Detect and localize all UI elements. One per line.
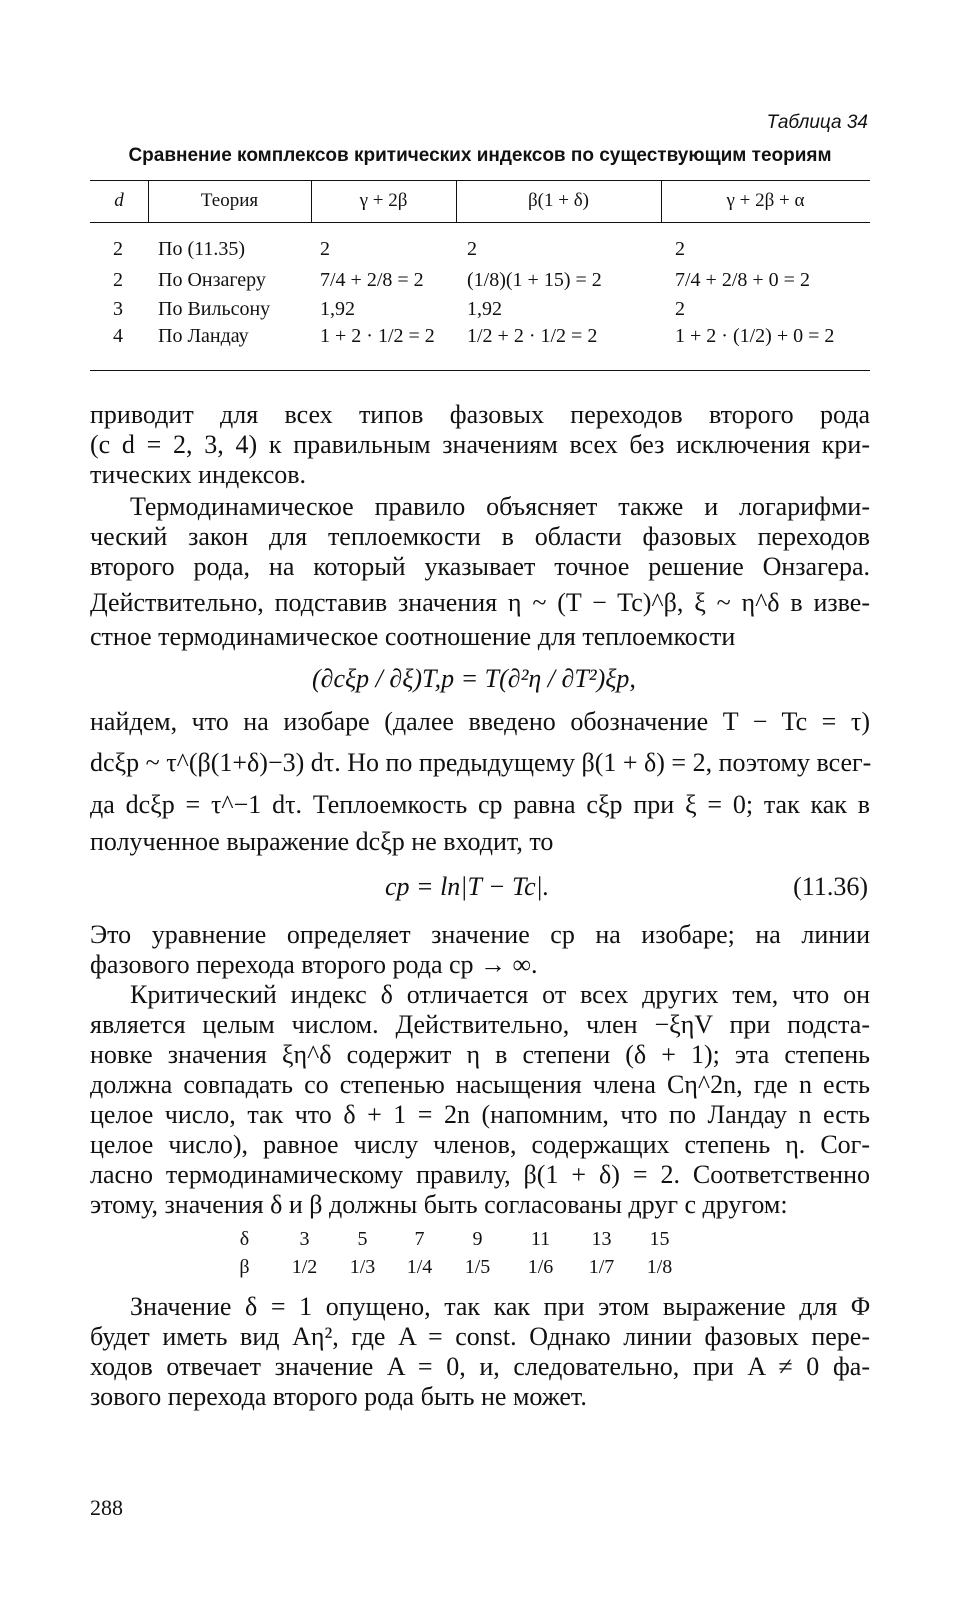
sequence-value: 1/6	[527, 1256, 554, 1278]
table-header-col-1: γ + 2β	[359, 190, 408, 211]
table-cell: По Вильсону	[158, 298, 271, 320]
table-top-rule	[90, 180, 870, 181]
table-bottom-rule	[90, 370, 870, 371]
equation: (∂cξp / ∂ξ)T,p = T(∂²η / ∂T²)ξp,	[312, 664, 636, 693]
text-line: Значение δ = 1 опущено, так как при этом выражение для Φ	[130, 1292, 870, 1321]
table-cell: 2	[675, 238, 685, 260]
sequence-value: 5	[357, 1228, 368, 1250]
text-line: ческий закон для теплоемкости в области фазовых переходов	[90, 522, 870, 551]
sequence-value: 9	[472, 1228, 483, 1250]
table-cell: 2	[320, 238, 330, 260]
text-line: фазового перехода второго рода cp → ∞.	[90, 950, 538, 979]
sequence-value: 1/5	[464, 1256, 491, 1278]
text-line: да dcξp = τ^−1 dτ. Теплоемкость cp равна cξp при ξ = 0; так как в	[90, 790, 870, 819]
sequence-value: 1/7	[588, 1256, 615, 1278]
table-cell: 1/2 + 2 · 1/2 = 2	[467, 325, 598, 347]
table-cell: 4	[113, 325, 123, 347]
table-cell: 2	[113, 238, 123, 260]
text-line: целое число, так что δ + 1 = 2n (напомним, что по Ландау n есть	[90, 1100, 870, 1129]
text-line: этому, значения δ и β должны быть согласованы друг с другом:	[90, 1190, 788, 1219]
text-line: dcξp ~ τ^(β(1+δ)−3) dτ. Но по предыдущему β(1 + δ) = 2, поэтому всег-	[90, 748, 872, 777]
table-cell: 2	[675, 298, 685, 320]
text-line: Критический индекс δ отличается от всех других тем, что он	[130, 980, 870, 1009]
sequence-value: 1/8	[646, 1256, 673, 1278]
text-line: второго рода, на который указывает точное решение Онзагера.	[90, 552, 870, 581]
equation-number: (11.36)	[793, 872, 868, 901]
sequence-value: 1/3	[349, 1256, 376, 1278]
table-cell: (1/8)(1 + 15) = 2	[467, 269, 602, 291]
sequence-value: 1/2	[291, 1256, 318, 1278]
text-line: ласно термодинамическому правилу, β(1 + δ) = 2. Соответственно	[90, 1160, 870, 1189]
table-cell: 1,92	[320, 298, 355, 320]
table-title: Сравнение комплексов критических индексов по существующим теориям	[128, 145, 832, 166]
text-line: должна совпадать со степенью насыщения члена Cη^2n, где n есть	[90, 1070, 870, 1099]
table-cell: 3	[113, 298, 123, 320]
table-cell: 1 + 2 · (1/2) + 0 = 2	[675, 325, 835, 347]
table-header-d: d	[114, 190, 124, 211]
table-cell: По (11.35)	[158, 238, 246, 260]
table-header-theory: Теория	[200, 190, 259, 211]
table-header-col-3: γ + 2β + α	[726, 190, 805, 211]
table-cell: 2	[113, 269, 123, 291]
page-number: 288	[90, 1495, 123, 1520]
text-line: Это уравнение определяет значение cp на изобаре; на линии	[90, 920, 870, 949]
equation: cp = ln|T − Tc|.	[385, 872, 550, 901]
text-line: ходов отвечает значение A = 0, и, следовательно, при A ≠ 0 фа-	[90, 1352, 870, 1381]
table-label: Таблица 34	[766, 112, 868, 133]
text-line: (с d = 2, 3, 4) к правильным значениям всех без исключения кри-	[90, 430, 870, 459]
text-line: Термодинамическое правило объясняет также и логарифми-	[130, 492, 870, 521]
sequence-label-beta: β	[239, 1256, 250, 1278]
table-cell: 7/4 + 2/8 = 2	[320, 269, 424, 291]
text-line: приводит для всех типов фазовых переходов второго рода	[90, 400, 870, 429]
sequence-value: 3	[299, 1228, 310, 1250]
text-line: тических индексов.	[90, 460, 307, 489]
text-line: целое число), равное числу членов, содержащих степень η. Сог-	[90, 1130, 870, 1159]
text-line: является целым числом. Действительно, член −ξηV при подста-	[90, 1010, 870, 1039]
sequence-value: 1/4	[406, 1256, 433, 1278]
text-line: зового перехода второго рода быть не может.	[90, 1382, 587, 1411]
sequence-value: 11	[530, 1228, 551, 1250]
table-header-rule	[90, 222, 870, 223]
sequence-label-delta: δ	[239, 1228, 250, 1250]
table-header-col-2: β(1 + δ)	[528, 190, 589, 211]
sequence-value: 7	[414, 1228, 425, 1250]
text-line: Действительно, подставив значения η ~ (T − Tc)^β, ξ ~ η^δ в изве-	[90, 588, 870, 617]
table-cell: 1,92	[467, 298, 502, 320]
text-line: полученное выражение dcξp не входит, то	[90, 827, 554, 856]
text-line: найдем, что на изобаре (далее введено обозначение T − Tc = τ)	[90, 707, 870, 736]
sequence-value: 15	[649, 1228, 670, 1250]
text-line: новке значения ξη^δ содержит η в степени (δ + 1); эта степень	[90, 1040, 870, 1069]
text-line: будет иметь вид Aη², где A = const. Однако линии фазовых пере-	[90, 1322, 870, 1351]
table-cell: По Онзагеру	[158, 269, 266, 291]
text-line: стное термодинамическое соотношение для теплоемкости	[90, 622, 736, 651]
table-cell: 1 + 2 · 1/2 = 2	[320, 325, 435, 347]
table-cell: 7/4 + 2/8 + 0 = 2	[675, 269, 810, 291]
table-cell: По Ландау	[158, 325, 249, 347]
table-cell: 2	[467, 238, 477, 260]
sequence-value: 13	[591, 1228, 612, 1250]
